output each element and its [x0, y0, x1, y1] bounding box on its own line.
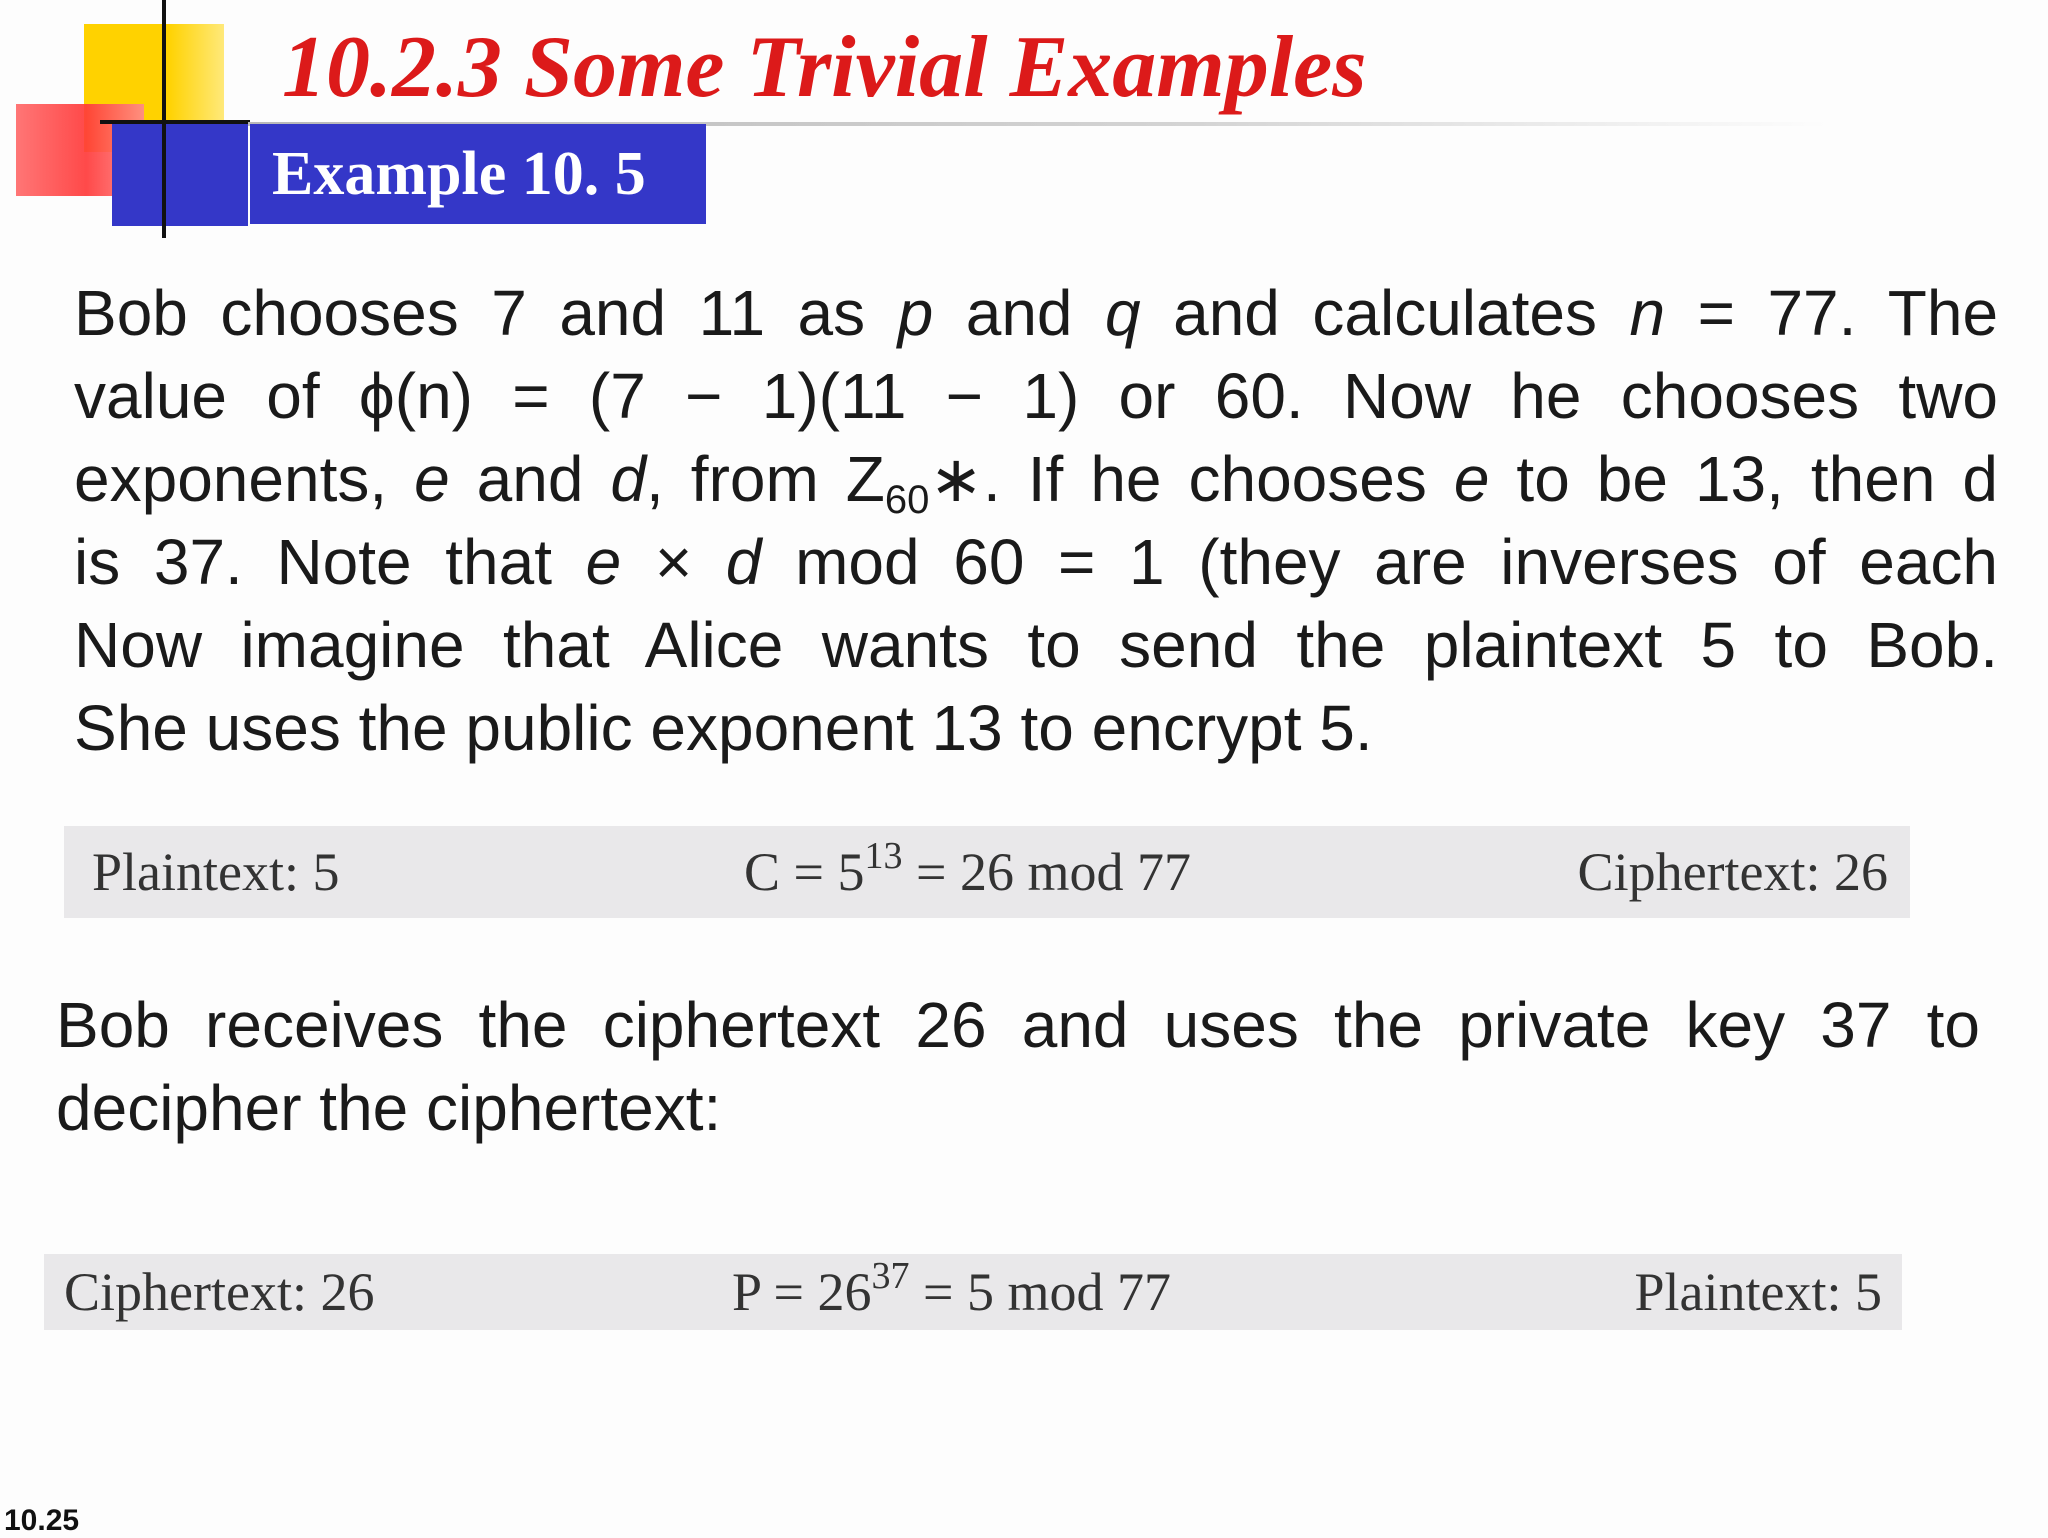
slide-title: 10.2.3 Some Trivial Examples — [282, 19, 1367, 116]
ciphertext-label: Ciphertext: 26 — [64, 1262, 375, 1322]
paragraph-line: is 37. Note that e × d mod 60 = 1 (they are inverses of each — [74, 526, 1999, 598]
decryption-paragraph — [56, 984, 1980, 1150]
example-label: Example 10. 5 — [272, 140, 646, 208]
paragraph-line: decipher the ciphertext: — [56, 1072, 722, 1144]
slide-number: 10.25 — [4, 1504, 80, 1537]
paragraph-line: She uses the public exponent 13 to encrypt 5. — [74, 692, 1373, 764]
encryption-formula: $C = 5^{13} = 26$ mod 77 — [744, 835, 1191, 902]
intro-paragraph — [74, 272, 1998, 770]
decryption-formula-box — [44, 1254, 1902, 1330]
decryption-formula: $P = 26^{37} = 5$ mod 77 — [732, 1255, 1171, 1322]
ciphertext-label: Ciphertext: 26 — [1577, 842, 1888, 902]
paragraph-line: Bob chooses 7 and 11 as p and q and calculates n = 77. The — [74, 277, 1999, 349]
plaintext-label: Plaintext: 5 — [92, 842, 340, 902]
paragraph-line: Bob receives the ciphertext 26 and uses the private key 37 to — [56, 989, 1980, 1061]
paragraph-line: exponents, e and d, from $Z_{60}∗$. If he chooses e to be 13, then d — [74, 443, 1999, 522]
encryption-formula-box — [64, 826, 1910, 918]
decorative-horizontal-line — [100, 120, 250, 124]
paragraph-line: Now imagine that Alice wants to send the plaintext 5 to Bob. — [74, 609, 1998, 681]
paragraph-line: value of ϕ(n) = (7 − 1)(11 − 1) or 60. Now he chooses two — [74, 360, 1998, 432]
decorative-blue-square — [112, 122, 248, 226]
plaintext-label: Plaintext: 5 — [1634, 1262, 1882, 1322]
decorative-vertical-line — [162, 0, 166, 238]
